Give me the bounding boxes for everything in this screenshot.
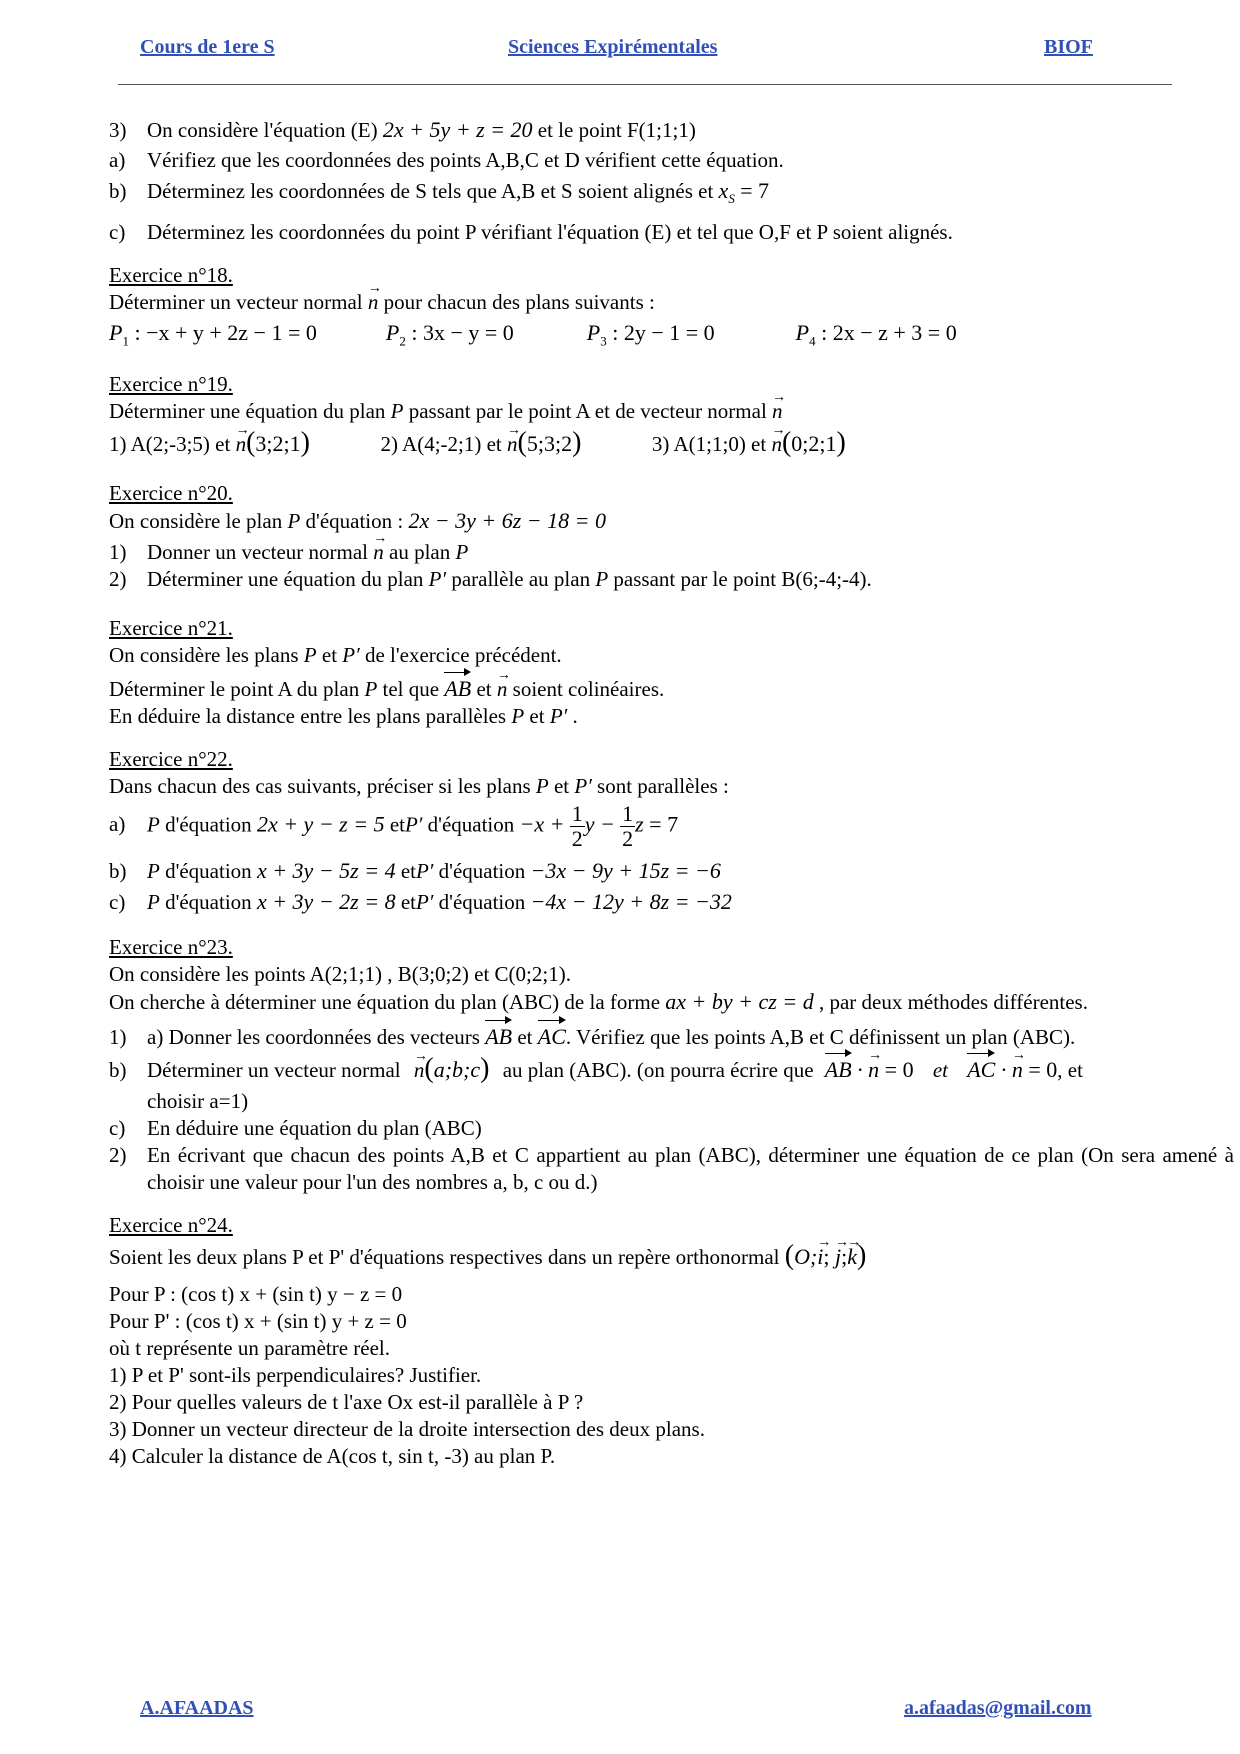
exercise-23-q1: 1) a) Donner les coordonnées des vecteurs AB et AC. Vérifiez que les points A,B et C définissent un plan (ABC).	[109, 1023, 1076, 1049]
exercise-21-l2: Déterminer le point A du plan P tel que AB et → n soient colinéaires.	[109, 675, 1234, 703]
exercise-19-cases: 1) A(2;-3;5) et → n(3;2;1) 2) A(4;-2;1) et → n(5;3;2) 3) A(1;1;0) et → n(0;2;1)	[109, 430, 1234, 458]
exercise-21-l1: On considère les plans P et P′ de l'exercice précédent.	[109, 642, 562, 667]
exercise-18-planes: $P_1$ : −x + y + 2z − 1 = 0 $P_2$ : 3x − y = 0 $P_3$ : 2y − 1 = 0 $P_4$ : 2x − z + 3 = 0	[109, 320, 957, 349]
exercise-23-qc: c) En déduire une équation du plan (ABC)	[109, 1115, 482, 1140]
exercise-22-a: a) P d'équation 2x + y − z = 5 etP′ d'équation −x + $\frac{1}{2}$ y − $\frac{1}{2}$ z = 7	[109, 800, 679, 851]
normal-vector-n: → n	[368, 289, 379, 316]
exercise-24-q1: 1) P et P' sont-ils perpendiculaires? Justifier.	[109, 1362, 482, 1387]
header-rule	[118, 84, 1172, 85]
exercise-20-title: Exercice n°20.	[109, 480, 233, 505]
exercise-20-q1: 1) Donner un vecteur normal → n au plan P	[109, 539, 1234, 566]
question-3a: a) Vérifiez que les coordonnées des points A,B,C et D vérifient cette équation.	[109, 148, 784, 172]
exercise-23-l2: On cherche à déterminer une équation du plan (ABC) de la forme ax + by + cz = d , par deux méthodes différentes.	[109, 988, 1088, 1014]
exercise-24-plane-pp: Pour P' : (cos t) x + (sin t) y + z = 0	[109, 1308, 407, 1333]
exercise-24-q4: 4) Calculer la distance de A(cos t, sin t, -3) au plan P.	[109, 1443, 556, 1468]
exercise-19-title: Exercice n°19.	[109, 371, 233, 396]
exercise-22-b: b) P d'équation x + 3y − 5z = 4 etP′ d'équation −3x − 9y + 15z = −6	[109, 857, 721, 883]
exercise-22-title: Exercice n°22.	[109, 746, 233, 771]
exercise-18-title: Exercice n°18.	[109, 263, 233, 288]
exercise-22-intro: Dans chacun des cas suivants, préciser si les plans P et P′ sont parallèles :	[109, 773, 729, 798]
exercise-20-q2: 2) Déterminer une équation du plan P′ parallèle au plan P passant par le point B(6;-4;-4).	[109, 566, 872, 591]
exercise-24-title: Exercice n°24.	[109, 1212, 233, 1237]
footer-author: A.AFAADAS	[140, 1697, 254, 1719]
exercise-23-l1: On considère les points A(2;1;1) , B(3;0;2) et C(0;2;1).	[109, 961, 571, 986]
exercise-23-qb-cont: choisir a=1)	[147, 1088, 249, 1113]
question-3b: b) Déterminez les coordonnées de S tels que A,B et S soient alignés et $x_S = 7$	[109, 178, 769, 207]
exercise-22-c: c) P d'équation x + 3y − 2z = 8 etP′ d'équation −4x − 12y + 8z = −32	[109, 888, 732, 914]
header-level: BIOF	[1044, 36, 1093, 58]
exercise-24-q2: 2) Pour quelles valeurs de t l'axe Ox est-il parallèle à P ?	[109, 1389, 584, 1414]
exercise-23-q2: 2) En écrivant que chacun des points A,B et C appartient au plan (ABC), déterminer une équation de ce plan (On sera amené à choisir une valeur pour l'un des nombres a, b, c ou d.)	[109, 1142, 1234, 1194]
question-3: 3) On considère l'équation (E) 2x + 5y + z = 20 et le point F(1;1;1)	[109, 117, 696, 142]
exercise-20-intro: On considère le plan P d'équation : 2x − 3y + 6z − 18 = 0	[109, 507, 606, 533]
document-body	[109, 116, 1234, 1470]
question-3c: c) Déterminez les coordonnées du point P vérifiant l'équation (E) et tel que O,F et P soient alignés.	[109, 220, 953, 245]
exercise-23-qb: b) Déterminer un vecteur normal → n(a;b;c) au plan (ABC). (on pourra écrire que AB · → n = 0 et AC · → n = 0, et	[109, 1056, 1234, 1084]
exercise-23-title: Exercice n°23.	[109, 934, 233, 959]
exercise-21-title: Exercice n°21.	[109, 615, 233, 640]
exercise-24-intro: Soient les deux plans P et P' d'équations respectives dans un repère orthonormal (O;→ i; → j;→ k)	[109, 1243, 1234, 1271]
header-subject: Sciences Expirémentales	[508, 36, 718, 58]
exercise-24-param: où t représente un paramètre réel.	[109, 1335, 391, 1360]
equation-e: 2x + 5y + z = 20	[382, 117, 533, 142]
exercise-18-intro: Déterminer un vecteur normal → n pour chacun des plans suivants :	[109, 289, 1234, 316]
exercise-19-intro: Déterminer une équation du plan P passant par le point A et de vecteur normal → n	[109, 398, 1234, 425]
exercise-24-q3: 3) Donner un vecteur directeur de la droite intersection des deux plans.	[109, 1416, 705, 1441]
exercise-21-l3: En déduire la distance entre les plans parallèles P et P′ .	[109, 703, 578, 728]
footer-email[interactable]: a.afaadas@gmail.com	[904, 1697, 1092, 1719]
exercise-24-plane-p: Pour P : (cos t) x + (sin t) y − z = 0	[109, 1281, 403, 1306]
header-course: Cours de 1ere S	[140, 36, 275, 58]
